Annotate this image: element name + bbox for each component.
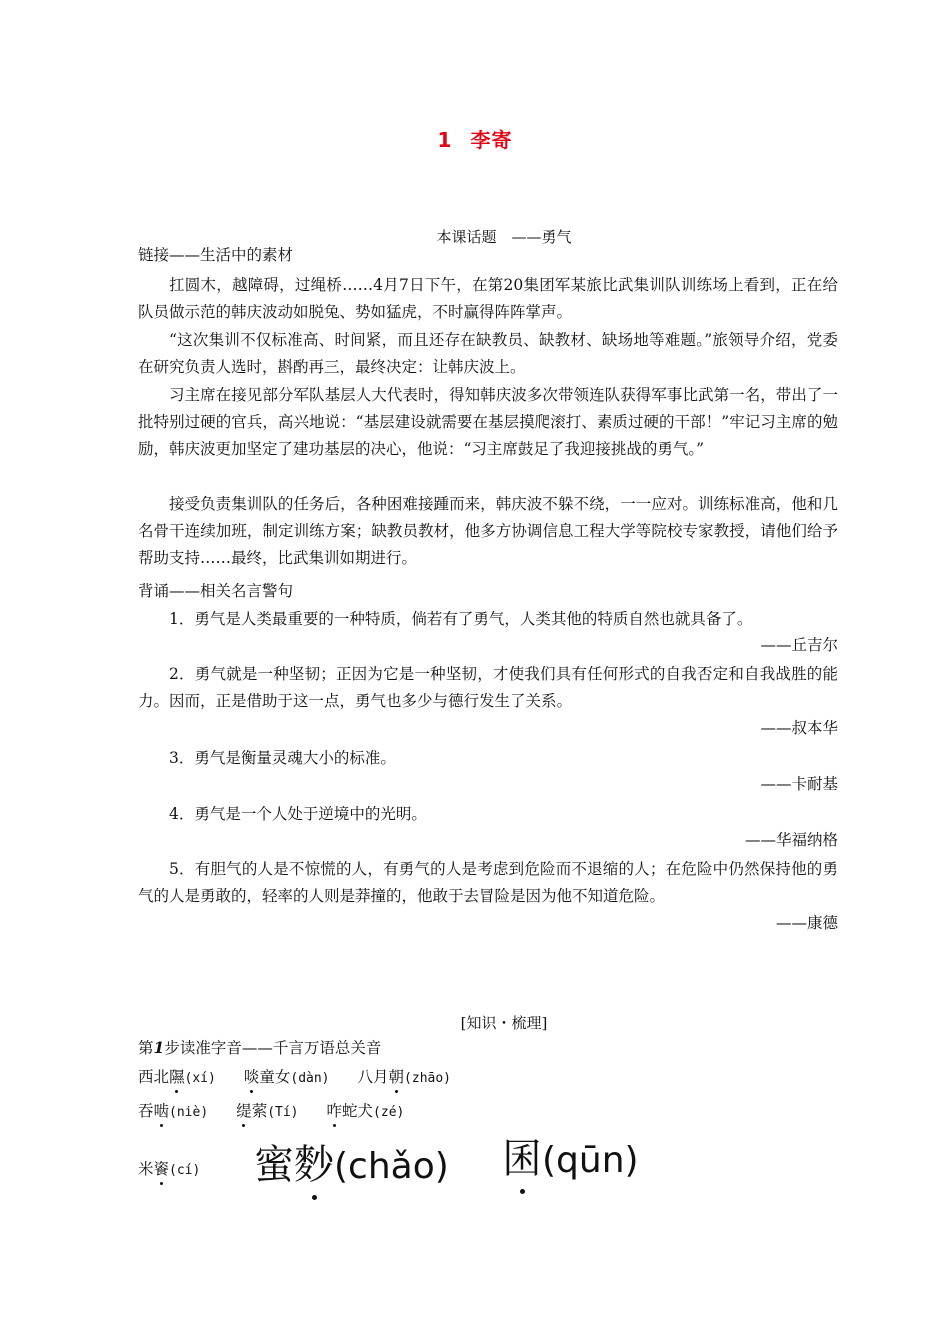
dotted-char: 囷 [502, 1136, 542, 1182]
word-row-2 [138, 1100, 838, 1124]
story-paragraph-4: 接受负责集训队的任务后，各种困难接踵而来，韩庆波不躲不绕，一一应对。训练标准高，他和几名骨干连续加班，制定训练方案；缺教员教材，他多方协调信息工程大学等院校专家教授，请他们给予帮助支持……最终，比武集训如期进行。 [138, 495, 838, 567]
story-paragraph-3: 习主席在接见部分军队基层人大代表时，得知韩庆波多次带领连队获得军事比武第一名，带出了一批特别过硬的官兵，高兴地说：“基层建设就需要在基层摸爬滚打、素质过硬的干部！”牢记习主席的勉励，韩庆波更加坚定了建功基层的决心，他说：“习主席鼓足了我迎接挑战的勇气。” [138, 386, 838, 458]
pinyin: (xí) [184, 1071, 216, 1086]
quote-1-author: ——丘吉尔 [760, 636, 838, 654]
quote-3: 3．勇气是衡量灵魂大小的标准。 [169, 749, 396, 767]
dotted-char: 餈 [153, 1160, 170, 1178]
pinyin: (cí) [169, 1163, 201, 1178]
pinyin: (dàn) [290, 1071, 330, 1086]
pinyin: (Tí) [267, 1105, 299, 1120]
word-row-3-small: 米餈(cí) [138, 1160, 201, 1178]
topic-heading: 本课话题 ——勇气 [436, 228, 572, 246]
lesson-title: 李寄 [470, 128, 513, 152]
dotted-char: 啮 [153, 1102, 170, 1120]
word-item: 啖童女(dàn) [243, 1068, 330, 1086]
quote-1: 1．勇气是人类最重要的一种特质，倘若有了勇气，人类其他的特质自然也就具备了。 [169, 610, 753, 628]
quote-4-author: ——华福纳格 [744, 831, 838, 849]
pinyin: (niè) [169, 1105, 209, 1120]
section-heading-quotes: 背诵——相关名言警句 [138, 582, 294, 600]
step-heading: 第1步读准字音——千言万语总关音 [138, 1038, 382, 1057]
story-paragraph-1: 扛圆木，越障碍，过绳桥……4月7日下午，在第20集团军某旅比武集训队训练场上看到，正在给队员做示范的韩庆波动如脱兔、势如猛虎，不时赢得阵阵掌声。 [138, 276, 838, 321]
dotted-char: 朝 [388, 1068, 405, 1086]
dotted-char: 隰 [169, 1068, 185, 1086]
pinyin: (qūn) [542, 1140, 639, 1181]
quote-3-author: ——卡耐基 [760, 775, 838, 793]
dotted-char: 咋 [326, 1102, 343, 1120]
word-item: 咋蛇犬(zé) [326, 1102, 405, 1120]
pinyin: (zhāo) [404, 1071, 452, 1086]
page-title [0, 124, 950, 153]
quote-5-author: ——康德 [775, 914, 838, 932]
story-paragraph-2: “这次集训不仅标准高、时间紧，而且还存在缺教员、缺教材、缺场地等难题。”旅领导介绍，党委在研究负责人选时，斟酌再三，最终决定：让韩庆波上。 [138, 331, 838, 376]
quote-2: 2．勇气就是一种坚韧；正因为它是一种坚韧，才使我们具有任何形式的自我否定和自我战胜的能力。因而，正是借助于这一点，勇气也多少与德行发生了关系。 [138, 665, 838, 710]
word-item: 八月朝(zhāo) [357, 1068, 452, 1086]
word-row-1 [138, 1066, 838, 1090]
word-item: 缇萦(Tí) [236, 1102, 299, 1120]
knowledge-header: [知识・梳理] [460, 1014, 548, 1032]
word-item: 西北隰(xí) [138, 1068, 216, 1086]
big-word-1: 蜜麨(chǎo) [254, 1142, 449, 1188]
quote-2-author: ——叔本华 [760, 719, 838, 737]
lesson-number: 1 [437, 128, 453, 152]
pinyin: (zé) [373, 1105, 405, 1120]
word-item: 吞啮(niè) [138, 1102, 209, 1120]
step-number: 1 [153, 1038, 165, 1057]
quote-5: 5．有胆气的人是不惊慌的人，有勇气的人是考虑到危险而不退缩的人；在危险中仍然保持他的勇气的人是勇敢的，轻率的人则是莽撞的，他敢于去冒险是因为他不知道危险。 [138, 860, 838, 905]
dotted-char: 麨 [294, 1142, 334, 1188]
quote-4: 4．勇气是一个人处于逆境中的光明。 [169, 805, 427, 823]
big-word-2 [502, 1134, 639, 1186]
section-heading-link: 链接——生活中的素材 [138, 246, 294, 264]
dotted-char: 缇 [236, 1102, 252, 1120]
pinyin: (chǎo) [334, 1146, 449, 1187]
dotted-char: 啖 [243, 1068, 260, 1086]
